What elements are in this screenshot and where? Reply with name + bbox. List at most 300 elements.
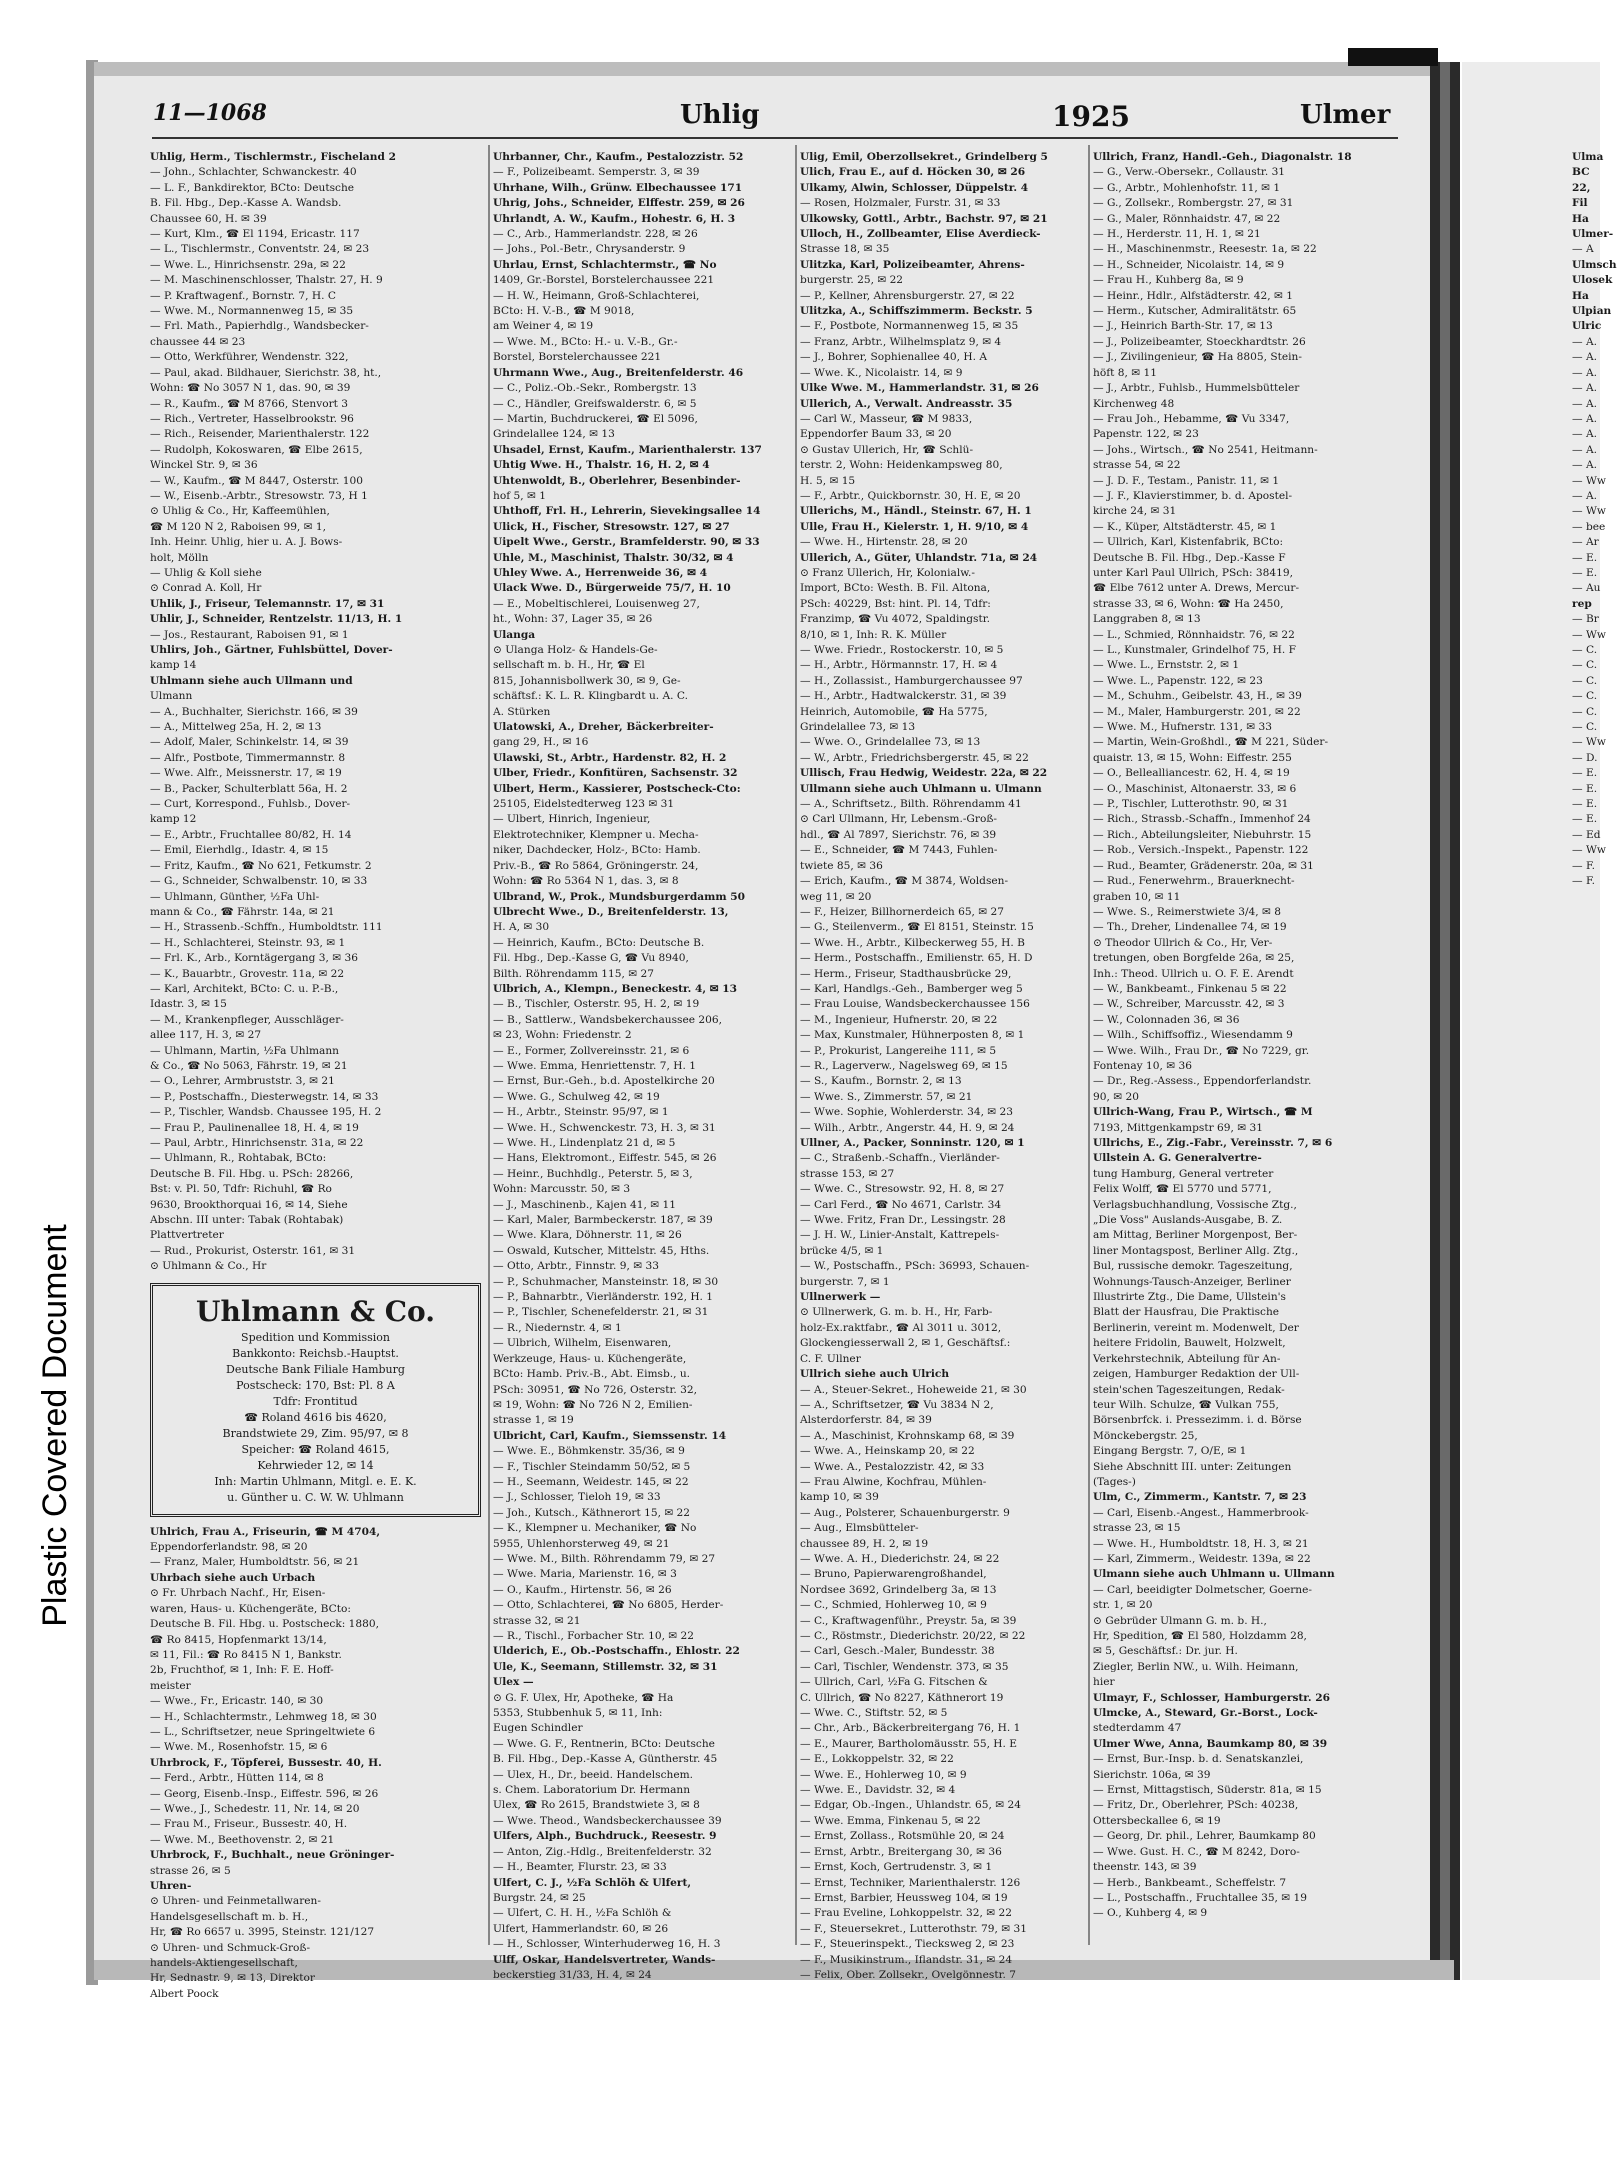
directory-entry: ⊙ Franz Ullerich, Hr, Kolonialw.-	[800, 566, 975, 579]
directory-entry: Ulig, Emil, Oberzollsekret., Grindelberg 5	[800, 151, 1048, 163]
directory-entry: — C.	[1572, 674, 1598, 687]
directory-entry: — Paul, Arbtr., Hinrichsenstr. 31a, ✉ 22	[150, 1137, 364, 1149]
directory-entry: — F., Steuersekret., Lutterothstr. 79, ✉ 31	[800, 1922, 1027, 1935]
directory-entry: — J., Polizeibeamter, Stoeckhardtstr. 26	[1093, 335, 1306, 348]
directory-entry: — Wwe. Emma, Henriettenstr. 7, H. 1	[493, 1059, 696, 1072]
directory-entry: — Ernst, Arbtr., Breitergang 30, ✉ 36	[800, 1845, 1002, 1858]
directory-entry: Glockengiesserwall 2, ✉ 1, Geschäftsf.:	[800, 1337, 1011, 1350]
directory-entry: — C., Straßenb.-Schaffn., Vierländer-	[800, 1152, 1000, 1165]
directory-entry: — Wwe. Emma, Finkenau 5, ✉ 22	[800, 1814, 981, 1827]
directory-entry: — P., Schuhmacher, Mansteinstr. 18, ✉ 30	[493, 1275, 719, 1288]
column-next-page-fragment	[1572, 150, 1617, 1940]
directory-entry: — P., Kellner, Ahrensburgerstr. 27, ✉ 22	[800, 289, 1015, 302]
directory-entry: — F.	[1572, 875, 1596, 888]
directory-entry: Bst: v. Pl. 50, Tdfr: Richuhl, ☎ Ro	[150, 1183, 332, 1196]
directory-entry: str. 1, ✉ 20	[1093, 1599, 1153, 1612]
directory-entry: ✉ 11, Fil.: ☎ Ro 8415 N 1, Bankstr.	[150, 1648, 342, 1661]
directory-entry: hdl., ☎ Al 7897, Sierichstr. 76, ✉ 39	[800, 828, 997, 841]
directory-entry: chaussee 44 ✉ 23	[150, 335, 246, 348]
directory-entry: — A., Steuer-Sekret., Hoheweide 21, ✉ 30	[800, 1383, 1027, 1396]
directory-entry: — Rich., Reisender, Marienthalerstr. 122	[150, 428, 370, 441]
directory-entry: Ulex —	[493, 1676, 534, 1689]
directory-entry: — Georg, Eisenb.-Insp., Eiffestr. 596, ✉ 26	[150, 1787, 379, 1800]
directory-entry: — Wwe. H., Hirtenstr. 28, ✉ 20	[800, 536, 968, 549]
directory-entry: ⊙ Carl Ullmann, Hr, Lebensm.-Groß-	[800, 813, 997, 826]
directory-entry: — L., Postschaffn., Fruchtallee 35, ✉ 19	[1093, 1891, 1308, 1904]
directory-entry: Chaussee 60, H. ✉ 39	[150, 212, 267, 225]
directory-entry: — Wwe. M., BCto: H.- u. V.-B., Gr.-	[493, 335, 678, 348]
directory-entry: Uhrmann Wwe., Aug., Breitenfelderstr. 46	[493, 366, 744, 379]
directory-entry: — E.	[1572, 566, 1598, 579]
directory-entry: — Frau Joh., Hebamme, ☎ Vu 3347,	[1093, 412, 1290, 425]
directory-entry: — F., Tischler Steindamm 50/52, ✉ 5	[493, 1460, 691, 1473]
directory-entry: — Carl, Gesch.-Maler, Bundesstr. 38	[800, 1645, 995, 1658]
directory-entry: Uhrbanner, Chr., Kaufm., Pestalozzistr. 52	[493, 151, 744, 163]
directory-entry: Borstel, Borstelerchaussee 221	[493, 351, 662, 364]
directory-entry: — Ww	[1572, 505, 1606, 518]
directory-entry: — Wwe. Alfr., Meissnerstr. 17, ✉ 19	[150, 767, 342, 780]
directory-entry: Ullnerwerk —	[800, 1291, 881, 1304]
directory-entry: PSch: 40229, Bst: hint. Pl. 14, Tdfr:	[800, 597, 991, 610]
directory-entry: Ulbert, Herm., Kassierer, Postscheck-Cto:	[493, 782, 741, 795]
directory-entry: strasse 32, ✉ 21	[493, 1614, 581, 1627]
directory-entry: — H., Arbtr., Hadtwalckerstr. 31, ✉ 39	[800, 690, 1007, 703]
directory-entry: — Rich., Vertreter, Hasselbrookstr. 96	[150, 412, 354, 425]
directory-entry: — Oswald, Kutscher, Mittelstr. 45, Hths.	[493, 1244, 710, 1257]
directory-entry: — O., Kaufm., Hirtenstr. 56, ✉ 26	[493, 1583, 672, 1596]
directory-entry: Verlagsbuchhandlung, Vossische Ztg.,	[1093, 1198, 1297, 1211]
advertisement-title: Uhlmann & Co.	[196, 1294, 435, 1328]
directory-entry: — R., Tischl., Forbacher Str. 10, ✉ 22	[493, 1630, 695, 1642]
directory-entry: Hr, Sednastr. 9, ✉ 13, Direktor	[150, 1972, 315, 1985]
directory-entry: graben 10, ✉ 11	[1093, 890, 1181, 903]
directory-entry: — Otto, Schlachterei, ☎ No 6805, Herder-	[493, 1599, 724, 1612]
directory-entry: Ulitzka, Karl, Polizeibeamter, Ahrens-	[800, 258, 1025, 271]
directory-entry: ⊙ Uhren- und Feinmetallwaren-	[150, 1895, 321, 1908]
directory-entry: — P., Prokurist, Langereihe 111, ✉ 5	[800, 1044, 997, 1057]
directory-entry: — Frl. K., Arb., Korntägergang 3, ✉ 36	[150, 952, 358, 965]
directory-entry: zeigen, Hamburger Redaktion der Ull-	[1093, 1368, 1300, 1381]
directory-entry: — Otto, Werkführer, Wendenstr. 322,	[150, 351, 349, 364]
directory-entry: heitere Fridolin, Bauwelt, Holzwelt,	[1093, 1337, 1286, 1350]
directory-entry: — A., Maschinist, Krohnskamp 68, ✉ 39	[800, 1429, 1015, 1442]
directory-entry: ⊙ Uhren- und Schmuck-Groß-	[150, 1941, 311, 1954]
directory-entry: — Wilh., Arbtr., Angerstr. 44, H. 9, ✉ 24	[800, 1121, 1015, 1134]
directory-entry: unter Karl Paul Ullrich, PSch: 38419,	[1093, 566, 1293, 579]
directory-entry: Ulbrand, W., Prok., Mundsburgerdamm 50	[493, 890, 745, 903]
directory-entry: Bilth. Röhrendamm 115, ✉ 27	[493, 967, 654, 980]
directory-entry: waren, Haus- u. Küchengeräte, BCto:	[150, 1602, 351, 1615]
directory-entry: — Ernst, Koch, Gertrudenstr. 3, ✉ 1	[800, 1861, 993, 1874]
directory-entry: — S., Kaufm., Bornstr. 2, ✉ 13	[800, 1075, 962, 1088]
directory-entry: — G., Steilenverm., ☎ El 8151, Steinstr. 15	[800, 921, 1034, 934]
directory-entry: terstr. 2, Wohn: Heidenkampsweg 80,	[800, 459, 1003, 472]
directory-entry: — Chr., Arb., Bäckerbreitergang 76, H. 1	[800, 1722, 1021, 1735]
directory-entry: — W., Eisenb.-Arbtr., Stresowstr. 73, H 1	[150, 489, 368, 502]
directory-entry: Elektrotechniker, Klempner u. Mecha-	[493, 828, 699, 841]
directory-entry: Uhsadel, Ernst, Kaufm., Marienthalerstr. 137	[493, 443, 762, 456]
directory-entry: — Ferd., Arbtr., Hütten 114, ✉ 8	[150, 1772, 324, 1785]
directory-entry: Uhren-	[150, 1880, 192, 1892]
directory-entry: Ulfert, C. J., ½Fa Schlöh & Ulfert,	[493, 1876, 692, 1889]
directory-entry: — O., Lehrer, Armbruststr. 3, ✉ 21	[150, 1075, 335, 1088]
advertisement-line: Speicher: ☎ Roland 4615,	[241, 1442, 390, 1456]
directory-entry: BCto: H. V.-B., ☎ M 9018,	[493, 305, 635, 318]
directory-entry: — C.	[1572, 659, 1598, 672]
directory-entry: — Ar	[1572, 536, 1599, 549]
directory-entry: — A.	[1572, 335, 1597, 348]
directory-entry: — Max, Kunstmaler, Hühnerposten 8, ✉ 1	[800, 1029, 1025, 1042]
directory-entry: — Ww	[1572, 844, 1606, 857]
directory-entry: — Felix, Ober. Zollsekr., Ovelgönnestr. 7	[800, 1968, 1016, 1981]
directory-entry: — Wwe. Wilh., Frau Dr., ☎ No 7229, gr.	[1093, 1044, 1310, 1057]
directory-entry: — W., Arbtr., Friedrichsbergerstr. 45, ✉ 22	[800, 751, 1029, 764]
directory-entry: am Weiner 4, ✉ 19	[493, 320, 594, 333]
directory-entry: Uhlir, J., Schneider, Rentzelstr. 11/13, H. 1	[150, 613, 403, 626]
directory-entry: Winckel Str. 9, ✉ 36	[150, 459, 258, 472]
directory-entry: — Wwe. M., Rosenhofstr. 15, ✉ 6	[150, 1741, 328, 1754]
directory-entry: — Wwe. A., Heinskamp 20, ✉ 22	[800, 1445, 975, 1458]
directory-entry: — Uhlmann, Martin, ½Fa Uhlmann	[150, 1044, 340, 1057]
directory-entry: — A	[1572, 243, 1594, 256]
directory-entry: Heinrich, Automobile, ☎ Ha 5775,	[800, 705, 988, 718]
directory-entry: — H., Beamter, Flurstr. 23, ✉ 33	[493, 1861, 667, 1874]
directory-entry: — Wwe. Fritz, Fran Dr., Lessingstr. 28	[800, 1214, 1006, 1227]
directory-entry: — P. Kraftwagenf., Bornstr. 7, H. C	[150, 289, 336, 302]
directory-entry: — Heinr., Hdlr., Alfstädterstr. 42, ✉ 1	[1093, 289, 1293, 302]
directory-entry: — P., Tischler, Wandsb. Chaussee 195, H. 2	[150, 1106, 382, 1119]
advertisement-line: Spedition und Kommission	[241, 1330, 390, 1344]
directory-entry: ⊙ Gebrüder Ulmann G. m. b. H.,	[1093, 1614, 1267, 1627]
directory-entry: Wohn: ☎ No 3057 N 1, das. 90, ✉ 39	[150, 382, 351, 395]
directory-entry: — M., Schuhm., Geibelstr. 43, H., ✉ 39	[1093, 690, 1302, 703]
directory-entry: Eingang Bergstr. 7, O/E, ✉ 1	[1093, 1445, 1247, 1458]
directory-entry: — Wwe. L., Hinrichsenstr. 29a, ✉ 22	[150, 258, 346, 271]
directory-entry: Import, BCto: Westh. B. Fil. Altona,	[800, 582, 991, 595]
directory-entry: & Co., ☎ No 5063, Fährstr. 19, ✉ 21	[150, 1059, 348, 1072]
directory-entry: — Wwe. H., Arbtr., Kilbeckerweg 55, H. B	[800, 936, 1025, 949]
directory-entry: quaistr. 13, ✉ 15, Wohn: Eiffestr. 255	[1093, 751, 1292, 764]
directory-entry: — E.	[1572, 551, 1598, 564]
directory-entry: Bul, russische demokr. Tageszeitung,	[1093, 1260, 1293, 1273]
directory-entry: Ulm, C., Zimmerm., Kantstr. 7, ✉ 23	[1093, 1491, 1307, 1504]
directory-entry: — F., Musikinstrum., Iflandstr. 31, ✉ 24	[800, 1953, 1013, 1966]
directory-entry: — Aug., Elmsbütteler-	[800, 1522, 919, 1535]
directory-entry: — Herm., Postschaffn., Emilienstr. 65, H. D	[800, 952, 1033, 965]
directory-entry: — Wwe. Friedr., Rostockerstr. 10, ✉ 5	[800, 644, 1004, 656]
directory-entry: Ulawski, St., Arbtr., Hardenstr. 82, H. 2	[493, 751, 727, 764]
directory-entry: — W., Schreiber, Marcusstr. 42, ✉ 3	[1093, 998, 1285, 1011]
page-binding-light	[1440, 62, 1450, 1980]
directory-entry: Ullstein A. G. Generalvertre-	[1093, 1152, 1262, 1165]
directory-entry: burgerstr. 7, ✉ 1	[800, 1275, 890, 1288]
directory-entry: — A.	[1572, 412, 1597, 425]
directory-entry: Ulke Wwe. M., Hammerlandstr. 31, ✉ 26	[800, 382, 1039, 395]
directory-entry: twiete 85, ✉ 36	[800, 859, 883, 872]
directory-entry: Mönckebergstr. 25,	[1093, 1429, 1198, 1442]
directory-entry: — Br	[1572, 613, 1599, 626]
directory-entry: Grindelallee 124, ✉ 13	[493, 428, 615, 441]
directory-entry: hof 5, ✉ 1	[493, 489, 546, 502]
directory-entry: — W., Kaufm., ☎ M 8447, Osterstr. 100	[150, 474, 363, 487]
directory-entry: Ulmer-	[1572, 228, 1614, 241]
directory-entry: Papenstr. 122, ✉ 23	[1093, 428, 1199, 441]
directory-entry: 1409, Gr.-Borstel, Borstelerchaussee 221	[493, 274, 715, 287]
directory-entry: — Ed	[1572, 828, 1601, 841]
directory-entry: Ulich, Frau E., auf d. Höcken 30, ✉ 26	[800, 166, 1026, 179]
directory-entry: — M., Krankenpfleger, Ausschläger-	[150, 1013, 344, 1026]
directory-entry: — Uhlmann, Günther, ½Fa Uhl-	[150, 890, 320, 903]
directory-entry: — Frau Louise, Wandsbeckerchaussee 156	[800, 998, 1030, 1011]
directory-entry: strasse 1, ✉ 19	[493, 1414, 574, 1427]
directory-entry: — K., Bauarbtr., Grovestr. 11a, ✉ 22	[150, 967, 345, 980]
directory-entry: Ullrich siehe auch Ulrich	[800, 1368, 950, 1381]
directory-entry: — Wwe. O., Grindelallee 73, ✉ 13	[800, 736, 981, 749]
directory-entry: — A., Buchhalter, Sierichstr. 166, ✉ 39	[150, 705, 358, 718]
directory-entry: — Ullrich, Carl, ½Fa G. Fitschen &	[800, 1676, 988, 1689]
directory-entry: Uhrbach siehe auch Urbach	[150, 1571, 316, 1584]
directory-entry: — Johs., Wirtsch., ☎ No 2541, Heitmann-	[1093, 443, 1318, 456]
directory-entry: — H. W., Heimann, Groß-Schlachterei,	[493, 289, 700, 302]
directory-entry: — Karl, Maler, Barmbeckerstr. 187, ✉ 39	[493, 1214, 713, 1227]
advertisement-line: u. Günther u. C. W. W. Uhlmann	[227, 1490, 404, 1504]
directory-entry: 5353, Stubbenhuk 5, ✉ 11, Inh:	[493, 1707, 663, 1720]
directory-entry: — Wwe. S., Reimerstwiete 3/4, ✉ 8	[1093, 905, 1281, 918]
directory-entry: — Ww	[1572, 474, 1606, 487]
directory-entry: — Rosen, Holzmaler, Furstr. 31, ✉ 33	[800, 197, 1001, 210]
directory-entry: Franzimp, ☎ Vu 4072, Spaldingstr.	[800, 613, 990, 626]
directory-entry: — F., Polizeibeamt. Semperstr. 3, ✉ 39	[493, 166, 700, 179]
directory-entry: weg 11, ✉ 20	[800, 890, 872, 903]
directory-entry: ⊙ Theodor Ullrich & Co., Hr, Ver-	[1093, 936, 1273, 949]
directory-entry: — Wwe. A., Pestalozzistr. 42, ✉ 33	[800, 1460, 985, 1473]
directory-entry: — Wwe. M., Bilth. Röhrendamm 79, ✉ 27	[493, 1552, 716, 1565]
directory-entry: Ulbrich, A., Klempn., Beneckestr. 4, ✉ 13	[493, 982, 738, 995]
directory-entry: — Wilh., Schiffsoffiz., Wiesendamm 9	[1093, 1029, 1293, 1042]
directory-entry: — Ernst, Barbier, Heussweg 104, ✉ 19	[800, 1891, 1008, 1904]
directory-entry: — Aug., Polsterer, Schauenburgerstr. 9	[800, 1506, 1010, 1519]
directory-entry: Abschn. III unter: Tabak (Rohtabak)	[150, 1214, 344, 1227]
directory-entry: — C., Poliz.-Ob.-Sekr., Rombergstr. 13	[493, 382, 697, 395]
directory-entry: — P., Tischler, Lutterothstr. 90, ✉ 31	[1093, 798, 1289, 811]
directory-entry: — H., Maschinenmstr., Reesestr. 1a, ✉ 22	[1093, 243, 1317, 256]
directory-entry: — Wwe. C., Stresowstr. 92, H. 8, ✉ 27	[800, 1183, 1005, 1196]
directory-entry: — J. H. W., Linier-Anstalt, Kattrepels-	[800, 1229, 1000, 1242]
directory-entry: — Curt, Korrespond., Fuhlsb., Dover-	[150, 798, 351, 811]
directory-entry: — Ulex, H., Dr., beeid. Handelschem.	[493, 1768, 694, 1781]
directory-entry: — B., Packer, Schulterblatt 56a, H. 2	[150, 782, 348, 795]
plastic-cover-top	[94, 62, 1454, 76]
directory-entry: — C., Händler, Greifswalderstr. 6, ✉ 5	[493, 397, 697, 410]
directory-entry: liner Montagspost, Berliner Allg. Ztg.,	[1093, 1244, 1299, 1257]
directory-entry: Burgstr. 24, ✉ 25	[493, 1891, 586, 1904]
directory-entry: 22,	[1572, 181, 1591, 194]
directory-entry: Eppendorferlandstr. 98, ✉ 20	[150, 1541, 308, 1554]
directory-entry: — Erich, Kaufm., ☎ M 3874, Woldsen-	[800, 875, 1009, 888]
directory-entry: Ulle, Frau H., Kielerstr. 1, H. 9/10, ✉ 4	[800, 520, 1029, 533]
directory-entry: — P., Bahnarbtr., Vierländerstr. 192, H. 1	[493, 1291, 714, 1304]
directory-entry: Werkzeuge, Haus- u. Küchengeräte,	[493, 1352, 687, 1365]
directory-entry: Uhrlau, Ernst, Schlachtermstr., ☎ No	[493, 258, 717, 271]
directory-entry: strasse 54, ✉ 22	[1093, 459, 1181, 472]
directory-entry: — A.	[1572, 489, 1597, 502]
directory-entry: Inh. Heinr. Uhlig, hier u. A. J. Bows-	[150, 536, 343, 549]
directory-entry: — Rudolph, Kokoswaren, ☎ Elbe 2615,	[150, 443, 363, 456]
directory-entry: — G., Arbtr., Mohlenhofstr. 11, ✉ 1	[1093, 181, 1281, 194]
directory-entry: — Carl, beeidigter Dolmetscher, Goerne-	[1093, 1583, 1312, 1596]
directory-entry: Ulmann siehe auch Uhlmann u. Ullmann	[1093, 1568, 1335, 1581]
directory-entry: — A., Mittelweg 25a, H. 2, ✉ 13	[150, 721, 322, 734]
directory-entry: Börsenbrfck. i. Pressezimm. i. d. Börse	[1093, 1414, 1302, 1427]
directory-entry: — Wwe. H., Humboldtstr. 18, H. 3, ✉ 21	[1093, 1537, 1309, 1550]
directory-entry: Idastr. 3, ✉ 15	[150, 998, 227, 1011]
directory-entry: — O., Bellealliancestr. 62, H. 4, ✉ 19	[1093, 767, 1290, 780]
directory-entry: — Th., Dreher, Lindenallee 74, ✉ 19	[1093, 921, 1287, 934]
directory-entry: — Wwe. G. F., Rentnerin, BCto: Deutsche	[493, 1737, 715, 1750]
directory-entry: Plattvertreter	[150, 1229, 224, 1242]
directory-entry: — M. Maschinenschlosser, Thalstr. 27, H. 9	[150, 274, 383, 287]
directory-entry: — J. F., Klavierstimmer, b. d. Apostel-	[1093, 489, 1293, 502]
directory-entry: Albert Poock	[150, 1987, 219, 2000]
directory-entry: Uhley Wwe. A., Herrenweide 36, ✉ 4	[493, 566, 708, 579]
directory-entry: tung Hamburg, General vertreter	[1093, 1167, 1274, 1180]
directory-entry: BCto: Hamb. Priv.-B., Abt. Eimsb., u.	[493, 1368, 691, 1381]
directory-entry: Uhrlandt, A. W., Kaufm., Hohestr. 6, H. 3	[493, 212, 736, 225]
advertisement-line: Inh: Martin Uhlmann, Mitgl. e. E. K.	[214, 1474, 417, 1488]
directory-entry: — Bruno, Papierwarengroßhandel,	[800, 1568, 987, 1581]
directory-entry: — H., Arbtr., Hörmannstr. 17, H. ✉ 4	[800, 659, 998, 672]
directory-entry: rep	[1572, 597, 1592, 610]
directory-entry: Nordsee 3692, Grindelberg 3a, ✉ 13	[800, 1583, 997, 1596]
directory-entry: — Wwe., Fr., Ericastr. 140, ✉ 30	[150, 1695, 324, 1708]
directory-entry: — J., Bohrer, Sophienallee 40, H. A	[800, 351, 987, 364]
directory-entry: — C., Kraftwagenführ., Preystr. 5a, ✉ 39	[800, 1614, 1017, 1627]
directory-entry: — J., Heinrich Barth-Str. 17, ✉ 13	[1093, 320, 1273, 333]
directory-entry: ☎ M 120 N 2, Raboisen 99, ✉ 1,	[150, 520, 327, 533]
directory-entry: — Ww	[1572, 736, 1606, 749]
directory-entry: — O., Maschinist, Altonaerstr. 33, ✉ 6	[1093, 782, 1297, 795]
directory-entry: — M., Ingenieur, Hufnerstr. 20, ✉ 22	[800, 1013, 998, 1026]
directory-entry: H. A, ✉ 30	[493, 921, 550, 934]
directory-entry: — Alfr., Postbote, Timmermannstr. 8	[150, 751, 346, 764]
directory-entry: Deutsche B. Fil. Hbg., Dep.-Kasse F	[1093, 551, 1286, 564]
page-year: 1925	[1052, 100, 1130, 133]
directory-entry: Ulkowsky, Gottl., Arbtr., Bachstr. 97, ✉ 21	[800, 212, 1048, 225]
directory-entry: — Ernst, Bur.-Insp. b. d. Senatskanzlei,	[1093, 1753, 1304, 1766]
directory-entry: Hr, ☎ Ro 6657 u. 3995, Steinstr. 121/127	[150, 1926, 375, 1939]
directory-entry: — G., Zollsekr., Rombergstr. 27, ✉ 31	[1093, 197, 1294, 210]
directory-entry: Illustrirte Ztg., Die Dame, Ullstein's	[1093, 1291, 1286, 1304]
directory-entry: (Tages-)	[1093, 1475, 1136, 1488]
directory-entry: Ulbrecht Wwe., D., Breitenfelderstr. 13,	[493, 905, 729, 918]
directory-entry: — Wwe. Theod., Wandsbeckerchaussee 39	[493, 1814, 722, 1827]
directory-entry: — Rud., Fenerwehrm., Brauerknecht-	[1093, 875, 1295, 888]
directory-entry: — W., Postschaffn., PSch: 36993, Schauen-	[800, 1260, 1030, 1273]
uhlmann-co-advertisement	[150, 1283, 481, 1517]
directory-entry: Hr, Spedition, ☎ El 580, Holzdamm 28,	[1093, 1630, 1307, 1642]
directory-entry: Alsterdorferstr. 84, ✉ 39	[800, 1414, 932, 1427]
directory-entry: — E., Former, Zollvereinsstr. 21, ✉ 6	[493, 1044, 690, 1057]
directory-entry: s. Chem. Laboratorium Dr. Hermann	[493, 1784, 691, 1797]
directory-entry: brücke 4/5, ✉ 1	[800, 1244, 884, 1257]
directory-entry: — J., Schlosser, Tieloh 19, ✉ 33	[493, 1491, 661, 1504]
directory-entry: C. Ullrich, ☎ No 8227, Käthnerort 19	[800, 1691, 1004, 1704]
directory-entry: — Uhlig & Koll siehe	[150, 566, 262, 579]
directory-entry: Berlinerin, vereint m. Modenwelt, Der	[1093, 1321, 1299, 1334]
directory-entry: — Martin, Wein-Großhdl., ☎ M 221, Süder-	[1093, 736, 1329, 749]
directory-entry: — Karl, Handlgs.-Geh., Bamberger weg 5	[800, 982, 1023, 995]
scan-label-text: Plastic Covered Document	[35, 1223, 74, 1627]
directory-entry: Eppendorfer Baum 33, ✉ 20	[800, 428, 952, 441]
directory-entry: Ulmayr, F., Schlosser, Hamburgerstr. 26	[1093, 1691, 1331, 1704]
directory-entry: Ulkamy, Alwin, Schlosser, Düppelstr. 4	[800, 181, 1029, 194]
directory-entry: — Frau Alwine, Kochfrau, Mühlen-	[800, 1475, 987, 1488]
directory-entry: — Carl W., Masseur, ☎ M 9833,	[800, 412, 973, 425]
directory-entry: — Wwe. K., Nicolaistr. 14, ✉ 9	[800, 366, 963, 379]
directory-entry: — H., Zollassist., Hamburgerchaussee 97	[800, 674, 1023, 687]
directory-entry: Fil	[1572, 197, 1588, 210]
directory-entry: ⊙ Ulanga Holz- & Handels-Ge-	[493, 644, 658, 656]
directory-entry: — Ulfert, C. H. H., ½Fa Schlöh &	[493, 1907, 672, 1920]
directory-entry: — Wwe. Sophie, Wohlerderstr. 34, ✉ 23	[800, 1106, 1014, 1119]
directory-entry: tretungen, oben Borgfelde 26a, ✉ 25,	[1093, 952, 1295, 965]
directory-entry: — Rich., Abteilungsleiter, Niebuhrstr. 15	[1093, 828, 1312, 841]
directory-entry: — Carl, Eisenb.-Angest., Hammerbrook-	[1093, 1506, 1309, 1519]
directory-entry: — A.	[1572, 443, 1597, 456]
directory-entry: — A.	[1572, 366, 1597, 379]
directory-entry: Ottersbeckallee 6, ✉ 19	[1093, 1814, 1221, 1827]
directory-entry: burgerstr. 25, ✉ 22	[800, 274, 904, 287]
directory-entry: — F., Arbtr., Quickbornstr. 30, H. E, ✉ 20	[800, 489, 1021, 502]
directory-entry: — Wwe. M., Normannenweg 15, ✉ 35	[150, 305, 354, 318]
directory-entry: — Frau P., Paulinenallee 18, H. 4, ✉ 19	[150, 1121, 359, 1134]
directory-entry: Ullerich, A., Verwalt. Andreasstr. 35	[800, 397, 1013, 410]
directory-entry: — Frau Eveline, Lohkoppelstr. 32, ✉ 22	[800, 1907, 1012, 1920]
directory-entry: Ulmann	[150, 690, 193, 703]
directory-entry: ✉ 5, Geschäftsf.: Dr. jur. H.	[1093, 1645, 1238, 1658]
directory-entry: Ullrichs, E., Zig.-Fabr., Vereinsstr. 7, ✉ 6	[1093, 1137, 1333, 1149]
directory-entry: Ulmsch	[1572, 258, 1617, 271]
directory-entry: Fontenay 10, ✉ 36	[1093, 1059, 1192, 1072]
directory-entry: — Anton, Zig.-Hdlg., Breitenfelderstr. 32	[493, 1845, 712, 1858]
directory-entry: — C.	[1572, 705, 1598, 718]
directory-entry: chaussee 89, H. 2, ✉ 19	[800, 1537, 929, 1550]
directory-entry: — F., Steuerinspekt., Tiecksweg 2, ✉ 23	[800, 1938, 1015, 1951]
directory-entry: Ullrich, Franz, Handl.-Geh., Diagonalstr. 18	[1093, 151, 1352, 163]
directory-entry: — Wwe. A. H., Diederichstr. 24, ✉ 22	[800, 1552, 1000, 1565]
directory-entry: Wohn: ☎ Ro 5364 N 1, das. 3, ✉ 8	[493, 875, 679, 888]
directory-entry: — Ernst, Mittagstisch, Süderstr. 81a, ✉ 15	[1093, 1784, 1322, 1797]
directory-entry: — Ulbert, Hinrich, Ingenieur,	[493, 813, 651, 826]
directory-entry: — Rud., Prokurist, Osterstr. 161, ✉ 31	[150, 1244, 356, 1257]
directory-entry: H. 5, ✉ 15	[800, 474, 856, 487]
directory-entry: holt, Mölln	[150, 551, 209, 564]
directory-entry: kamp 12	[150, 813, 197, 826]
directory-entry: 815, Johannisbollwerk 30, ✉ 9, Ge-	[493, 674, 681, 687]
directory-entry: Ha	[1572, 212, 1589, 225]
directory-entry: — A.	[1572, 459, 1597, 472]
directory-entry: — F.	[1572, 859, 1596, 872]
directory-entry: Deutsche B. Fil. Hbg. u. Postscheck: 1880,	[150, 1618, 379, 1631]
running-head-last: Ulmer	[1300, 100, 1391, 130]
directory-entry: — W., Colonnaden 36, ✉ 36	[1093, 1013, 1240, 1026]
directory-entry: Ullisch, Frau Hedwig, Weidestr. 22a, ✉ 22	[800, 767, 1048, 780]
directory-entry: — H., Schneider, Nicolaistr. 14, ✉ 9	[1093, 258, 1285, 271]
directory-entry: ⊙ Uhlig & Co., Hr, Kaffeemühlen,	[150, 505, 330, 518]
directory-entry: Ullner, A., Packer, Sonninstr. 120, ✉ 1	[800, 1137, 1025, 1149]
directory-entry: — A.	[1572, 397, 1597, 410]
directory-entry: ⊙ G. F. Ulex, Hr, Apotheke, ☎ Ha	[493, 1691, 674, 1704]
